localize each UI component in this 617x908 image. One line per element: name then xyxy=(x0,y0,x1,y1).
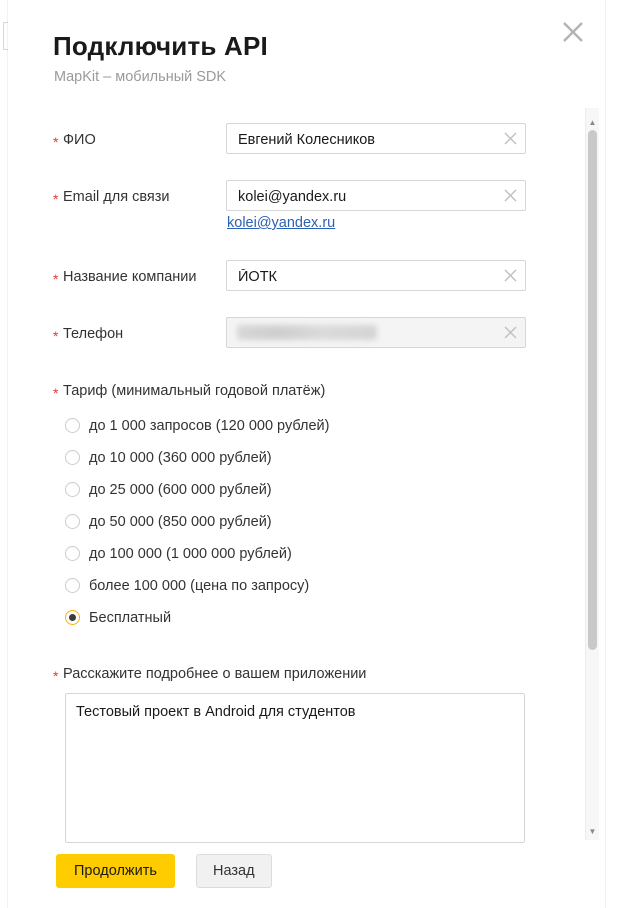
company-input[interactable] xyxy=(236,261,495,292)
required-marker: * xyxy=(53,668,59,684)
radio-icon[interactable] xyxy=(65,546,80,561)
radio-icon[interactable] xyxy=(65,514,80,529)
tariff-option-2[interactable] xyxy=(8,474,568,506)
tariff-option-label: до 100 000 (1 000 000 рублей) xyxy=(89,546,292,562)
form-scroll-area xyxy=(8,104,605,844)
fullname-input[interactable] xyxy=(236,124,495,155)
field-label-tariff: Тариф (минимальный годовой платёж) xyxy=(63,383,326,399)
email-input-wrap[interactable] xyxy=(226,180,526,211)
radio-icon[interactable] xyxy=(65,418,80,433)
field-label-phone: Телефон xyxy=(63,326,124,342)
connect-api-dialog xyxy=(8,0,605,908)
field-label-email: Email для связи xyxy=(63,189,170,205)
tariff-option-label: Бесплатный xyxy=(89,610,172,626)
tariff-option-3[interactable] xyxy=(8,506,568,538)
scrollbar-thumb[interactable] xyxy=(588,130,597,650)
radio-icon[interactable] xyxy=(65,450,80,465)
description-textarea[interactable] xyxy=(65,693,525,843)
tariff-option-label: до 50 000 (850 000 рублей) xyxy=(89,514,272,530)
dialog-footer xyxy=(8,844,605,908)
clear-icon[interactable] xyxy=(502,267,519,284)
chevron-up-icon[interactable]: ▲ xyxy=(588,117,597,127)
tariff-option-label: до 1 000 запросов (120 000 рублей) xyxy=(89,418,330,434)
required-marker: * xyxy=(53,271,59,287)
tariff-option-label: до 25 000 (600 000 рублей) xyxy=(89,482,272,498)
tariff-radio-group[interactable] xyxy=(8,410,568,634)
tariff-option-label: до 10 000 (360 000 рублей) xyxy=(89,450,272,466)
field-label-company: Название компании xyxy=(63,269,197,285)
back-button[interactable]: Назад xyxy=(196,854,272,888)
phone-input-wrap[interactable] xyxy=(226,317,526,348)
field-label-description: Расскажите подробнее о вашем приложении xyxy=(63,666,367,682)
description-textarea-wrap[interactable] xyxy=(65,693,525,843)
required-marker: * xyxy=(53,328,59,344)
radio-icon-selected[interactable] xyxy=(65,610,80,625)
field-label-fullname: ФИО xyxy=(63,132,96,148)
email-suggestion-link[interactable]: kolei@yandex.ru xyxy=(227,215,336,231)
tariff-option-label: более 100 000 (цена по запросу) xyxy=(89,578,310,594)
required-marker: * xyxy=(53,134,59,150)
form-scrollbar[interactable] xyxy=(585,108,599,840)
required-marker: * xyxy=(53,385,59,401)
close-icon[interactable] xyxy=(559,18,587,46)
clear-icon[interactable] xyxy=(502,324,519,341)
radio-icon[interactable] xyxy=(65,578,80,593)
clear-icon[interactable] xyxy=(502,187,519,204)
phone-redacted-value xyxy=(237,325,377,340)
radio-icon[interactable] xyxy=(65,482,80,497)
tariff-option-4[interactable] xyxy=(8,538,568,570)
dialog-subtitle: MapKit – мобильный SDK xyxy=(54,69,227,85)
fullname-input-wrap[interactable] xyxy=(226,123,526,154)
tariff-option-1[interactable] xyxy=(8,442,568,474)
tariff-option-5[interactable] xyxy=(8,570,568,602)
company-input-wrap[interactable] xyxy=(226,260,526,291)
page-right-strip xyxy=(605,0,617,908)
clear-icon[interactable] xyxy=(502,130,519,147)
tariff-option-0[interactable] xyxy=(8,410,568,442)
required-marker: * xyxy=(53,191,59,207)
chevron-down-icon[interactable]: ▼ xyxy=(588,826,597,836)
submit-button[interactable]: Продолжить xyxy=(56,854,175,888)
tariff-option-6[interactable] xyxy=(8,602,568,634)
email-input[interactable] xyxy=(236,181,495,212)
page-title: Подключить API xyxy=(53,31,268,61)
